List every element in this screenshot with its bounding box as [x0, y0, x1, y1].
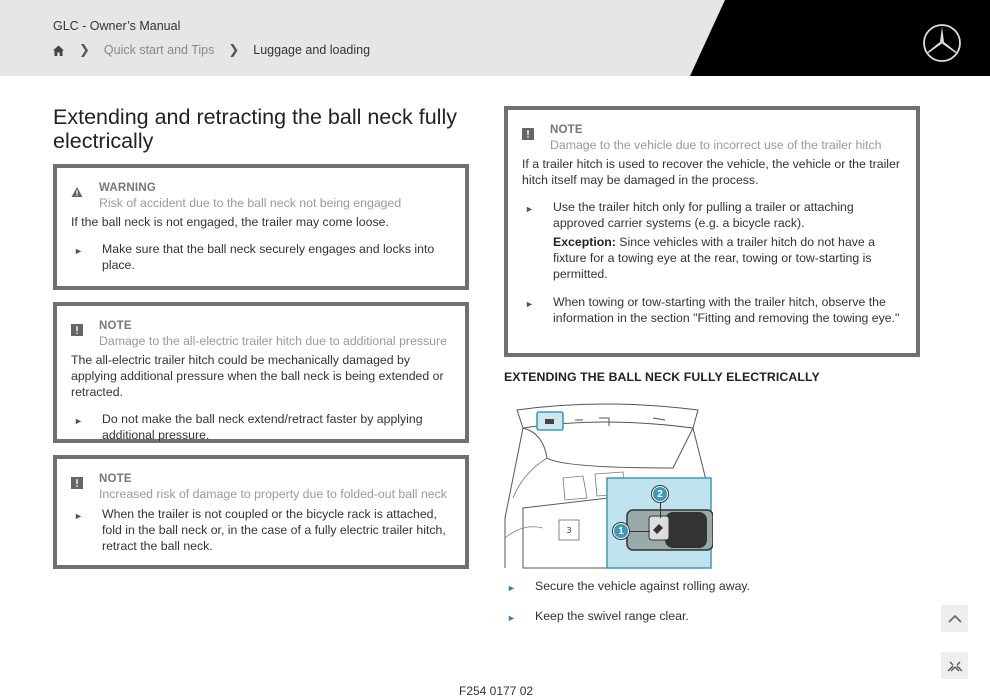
- list-item: ► When the trailer is not coupled or the bicycle rack is attached, fold in the ball neck or, in the case of a fully electric trailer hitch, retract the ball neck.: [71, 506, 451, 554]
- bullet-triangle-icon: ►: [525, 299, 534, 309]
- warning-box: [53, 164, 469, 290]
- note-label: NOTE: [550, 124, 583, 136]
- chevron-up-icon: [948, 614, 962, 623]
- home-icon[interactable]: [52, 44, 65, 57]
- note-label: NOTE: [99, 320, 132, 332]
- bullet-triangle-icon: ►: [507, 583, 516, 593]
- section-heading: EXTENDING THE BALL NECK FULLY ELECTRICALLY: [504, 370, 820, 384]
- warning-subtitle: Risk of accident due to the ball neck not being engaged: [99, 196, 402, 210]
- list-item: ► Keep the swivel range clear.: [507, 608, 750, 626]
- warning-triangle-icon: [71, 185, 83, 197]
- list-item: ► Make sure that the ball neck securely engages and locks into place.: [71, 241, 451, 273]
- vehicle-menu-button[interactable]: [941, 652, 968, 679]
- list-item: ► Secure the vehicle against rolling away.: [507, 578, 750, 596]
- note-box: [504, 106, 920, 357]
- breadcrumb-link-quick-start[interactable]: Quick start and Tips: [103, 43, 215, 57]
- chevron-right-icon: ❯: [79, 42, 90, 57]
- chevron-right-icon: ❯: [228, 42, 240, 57]
- note-label: NOTE: [99, 473, 132, 485]
- note-body: If a trailer hitch is used to recover the vehicle, the vehicle or the trailer hitch itself may be damaged in the process.: [522, 157, 900, 187]
- bullet-triangle-icon: ►: [74, 246, 83, 256]
- manual-title: GLC - Owner’s Manual: [53, 19, 181, 33]
- bullet-triangle-icon: ►: [74, 416, 83, 426]
- trunk-illustration: [503, 398, 713, 570]
- note-exclamation-icon: [71, 323, 83, 335]
- callout-2: 2: [652, 486, 668, 502]
- callout-1-line: [630, 531, 650, 532]
- mercedes-star-logo[interactable]: [922, 23, 962, 63]
- note-box: [53, 455, 469, 569]
- breadcrumb: [52, 42, 370, 58]
- exception-label: Exception:: [553, 235, 616, 249]
- note-exclamation-icon: [71, 476, 83, 488]
- note-subtitle: Damage to the all-electric trailer hitch due to additional pressure: [99, 334, 447, 348]
- svg-text:3: 3: [566, 526, 572, 535]
- note-subtitle: Increased risk of damage to property due to folded-out ball neck: [99, 487, 447, 501]
- bullet-triangle-icon: ►: [507, 613, 516, 623]
- callout-1: 1: [613, 523, 629, 539]
- figure-code: F254 0177 02: [459, 684, 534, 698]
- note-exclamation-icon: [522, 127, 534, 139]
- page-title: Extending and retracting the ball neck fully electrically: [53, 105, 457, 153]
- warning-body: If the ball neck is not engaged, the trailer may come loose.: [71, 215, 389, 229]
- scroll-to-top-button[interactable]: [941, 605, 968, 632]
- note-subtitle: Damage to the vehicle due to incorrect use of the trailer hitch: [550, 138, 882, 152]
- car-tools-icon: [947, 659, 963, 673]
- callout-2-line: [660, 503, 661, 518]
- note-body: The all-electric trailer hitch could be mechanically damaged by applying additional pressure when the ball neck is being extended or retracted.: [71, 353, 444, 399]
- bullet-triangle-icon: ►: [525, 204, 534, 214]
- warning-label: WARNING: [99, 182, 156, 194]
- list-item: ► Do not make the ball neck extend/retract faster by applying additional pressure.: [71, 411, 451, 443]
- breadcrumb-current: Luggage and loading: [253, 43, 371, 57]
- note-box: [53, 302, 469, 443]
- bullet-triangle-icon: ►: [74, 511, 83, 521]
- list-item: ► When towing or tow-starting with the trailer hitch, observe the information in the section "Fitting and removing the towing eye.": [522, 294, 902, 326]
- list-item: ► Use the trailer hitch only for pulling a trailer or attaching approved carrier systems (e.g. a bicycle rack). Exception: Since vehicles with a trailer hitch do not have a fixture for a towing eye at the rear, towing or tow-starting is permitted.: [522, 199, 902, 282]
- step-list: [507, 578, 750, 638]
